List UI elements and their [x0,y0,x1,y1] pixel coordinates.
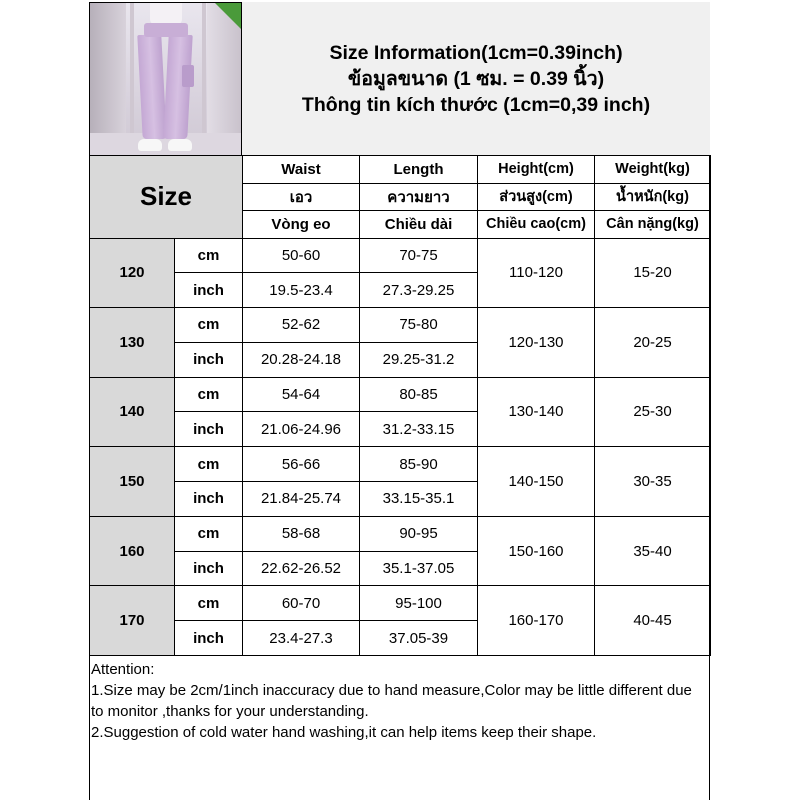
notes-heading: Attention: [91,661,155,678]
height-value: 150-160 [478,516,595,586]
weight-value: 15-20 [595,238,711,308]
unit-label: inch [175,273,243,308]
size-value: 120 [90,238,175,308]
unit-label: cm [175,516,243,551]
length-inch: 37.05-39 [360,621,478,656]
waist-cm: 54-64 [243,377,360,412]
col-height-vi: Chiều cao(cm) [478,211,595,239]
weight-value: 30-35 [595,447,711,517]
unit-label: cm [175,238,243,273]
size-value: 160 [90,516,175,586]
table-row [90,586,711,621]
col-length-vi: Chiều dài [360,211,478,239]
product-photo [90,3,241,155]
height-value: 120-130 [478,308,595,378]
size-value: 170 [90,586,175,656]
height-value: 160-170 [478,586,595,656]
col-waist-th: เอว [243,183,360,211]
length-cm: 70-75 [360,238,478,273]
unit-label: inch [175,412,243,447]
table-row [90,238,711,273]
height-value: 140-150 [478,447,595,517]
height-value: 130-140 [478,377,595,447]
size-value: 140 [90,377,175,447]
size-value: 130 [90,308,175,378]
height-value: 110-120 [478,238,595,308]
header [89,2,710,156]
length-inch: 33.15-35.1 [360,482,478,517]
waist-inch: 23.4-27.3 [243,621,360,656]
col-length-th: ความยาว [360,183,478,211]
size-header: Size [90,156,243,239]
col-weight-th: น้ำหนัก(kg) [595,183,711,211]
waist-cm: 52-62 [243,308,360,343]
unit-label: cm [175,377,243,412]
weight-value: 35-40 [595,516,711,586]
length-cm: 95-100 [360,586,478,621]
unit-label: inch [175,551,243,586]
waist-cm: 50-60 [243,238,360,273]
waist-inch: 19.5-23.4 [243,273,360,308]
attention-notes [91,659,708,743]
unit-label: cm [175,308,243,343]
col-waist-en: Waist [243,156,360,184]
waist-inch: 21.06-24.96 [243,412,360,447]
col-height-th: ส่วนสูง(cm) [478,183,595,211]
title-english: Size Information(1cm=0.39inch) [329,42,623,64]
unit-label: cm [175,586,243,621]
waist-inch: 22.62-26.52 [243,551,360,586]
col-height-en: Height(cm) [478,156,595,184]
waist-inch: 21.84-25.74 [243,482,360,517]
table-row [90,377,711,412]
waist-cm: 60-70 [243,586,360,621]
weight-value: 20-25 [595,308,711,378]
length-cm: 80-85 [360,377,478,412]
table-row [90,447,711,482]
length-cm: 90-95 [360,516,478,551]
size-table [89,155,711,656]
note-item-2: 2.Suggestion of cold water hand washing,it can help items keep their shape. [91,724,597,741]
length-cm: 85-90 [360,447,478,482]
weight-value: 25-30 [595,377,711,447]
col-waist-vi: Vòng eo [243,211,360,239]
size-info-title [242,2,710,156]
waist-cm: 58-68 [243,516,360,551]
note-item-1: 1.Size may be 2cm/1inch inaccuracy due to hand measure,Color may be little different due to monitor ,thanks for your understanding. [91,682,692,720]
unit-label: inch [175,482,243,517]
waist-inch: 20.28-24.18 [243,342,360,377]
col-weight-vi: Cân nặng(kg) [595,211,711,239]
length-inch: 27.3-29.25 [360,273,478,308]
unit-label: cm [175,447,243,482]
unit-label: inch [175,621,243,656]
length-inch: 31.2-33.15 [360,412,478,447]
length-inch: 35.1-37.05 [360,551,478,586]
waist-cm: 56-66 [243,447,360,482]
length-inch: 29.25-31.2 [360,342,478,377]
unit-label: inch [175,342,243,377]
size-value: 150 [90,447,175,517]
weight-value: 40-45 [595,586,711,656]
length-cm: 75-80 [360,308,478,343]
table-row [90,516,711,551]
table-row [90,308,711,343]
title-thai: ข้อมูลขนาด (1 ซม. = 0.39 นิ้ว) [347,68,605,90]
col-length-en: Length [360,156,478,184]
title-vietnamese: Thông tin kích thước (1cm=0,39 inch) [301,94,651,116]
col-weight-en: Weight(kg) [595,156,711,184]
